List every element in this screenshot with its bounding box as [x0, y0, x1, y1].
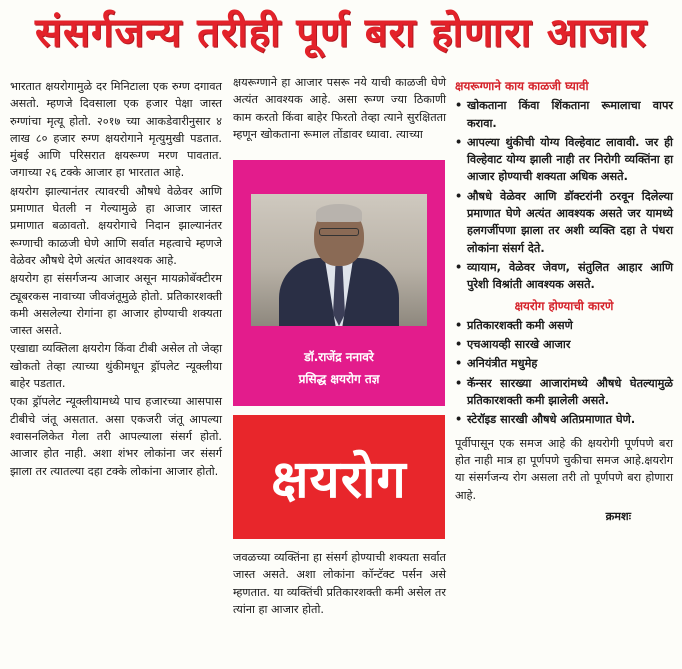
cause-item: • अनियंत्रीत मधुमेह	[455, 355, 673, 372]
left-paragraph-1: भारतात क्षयरोगामुळे दर मिनिटाला एक रुग्ण दगावत असतो. म्हणजे दिवसाला एक हजार पेक्षा जास्त रुग्णांचा मृत्यू होतो. २०१७ च्या आकडेवारीनुसार ४ लाख ८० हजार रुग्ण क्षयरोगाने मृत्युमुखी पडतात. मुंबई आणि परिसरात क्षयरूग्ण मरण पावतात. जगाच्या २६ टक्के आजार हा भारतात आहे.	[10, 80, 222, 180]
cause-item: • प्रतिकारशक्ती कमी असणे	[455, 317, 673, 334]
cause-item: • कॅन्सर सारख्या आजारांमध्ये औषधे घेतल्यामुळे प्रतिकारशक्ती कमी झालेली असते.	[455, 375, 673, 410]
middle-column-top	[233, 74, 446, 144]
cause-item: • एचआयव्ही सारखे आजार	[455, 336, 673, 353]
kshayrog-banner	[233, 415, 445, 539]
kshayrog-label: क्षयरोग	[271, 449, 407, 510]
left-paragraph-3: क्षयरोग हा संसर्गजन्य आजार असून मायक्रोबॅक्टीरम ट्यूबरकस नावाच्या जीवजंतूमुळे होतो. प्रतिकारशक्ती कमी असलेल्या रोगांना हा आजार होण्याची शक्यता जास्त असते.	[10, 272, 222, 338]
care-item: • व्यायाम, वेळेवर जेवण, संतुलित आहार आणि पुरेशी विश्रांती आवश्यक असते.	[455, 259, 673, 294]
care-heading: क्षयरूग्णाने काय काळजी घ्यावी	[455, 79, 589, 93]
continued-label: क्रमशः	[605, 509, 631, 523]
closing-paragraph: पूर्वीपासून एक समज आहे की क्षयरोगी पूर्णपणे बरा होत नाही मात्र हा पूर्णपणे चुकीचा समज आहे.क्षयरोग या संसर्गजन्य रोग असला तरी तो पूर्णपणे बरा होणारा आहे.	[455, 436, 673, 502]
headline: संसर्गजन्य तरीही पूर्ण बरा होणारा आजार	[34, 10, 648, 56]
doctor-photo	[251, 194, 427, 326]
cause-item: • स्टेरॉइड सारखी औषधे अतिप्रमाणात घेणे.	[455, 411, 673, 428]
left-paragraph-5: एका ड्रॉपलेट न्यूक्लीयामध्ये पाच हजारच्या आसपास टीबीचे जंतू असतात. असा एकजरी जंतू आपल्या श्वासनलिकेत गेला तरी आपल्याला संसर्ग होतो. आजार होत नाही. अशा शंभर लोकांना जर संसर्ग झाला तर त्यातल्या दहा टक्के लोकांना आजार होतो.	[10, 395, 222, 478]
left-paragraph-2: क्षयरोग झाल्यानंतर त्यावरची औषधे वेळेवर आणि प्रमाणात घेतली न गेल्यामुळे हा आजार जास्त प्रमाणात बळावतो. क्षयरोगाचे निदान झाल्यानंतर रूग्णाची काळजी घेणे आणि सर्वात महत्वाचे म्हणजे वेळेवर औषधे देणे अत्यंत आवश्यक आहे.	[10, 184, 222, 267]
doctor-photo-box	[233, 160, 445, 406]
causes-heading: क्षयरोग होण्याची कारणे	[514, 298, 614, 313]
middle-bottom-paragraph: जवळच्या व्यक्तिंना हा संसर्ग होण्याची शक्यता सर्वात जास्त असते. अशा लोकांना कॉन्टॅक्ट पर्सन असे म्हणतात. या व्यक्तिंची प्रतिकारशक्ती कमी असेल तर त्यांना हा आजार होतो.	[233, 551, 446, 616]
doctor-name: डॉ.राजेंद्र ननावरे	[304, 350, 374, 364]
middle-top-paragraph: क्षयरूग्णाने हा आजार पसरू नये याची काळजी घेणे अत्यंत आवश्यक आहे. असा रूग्ण ज्या ठिकाणी काम करतो किंवा बाहेर फिरतो तेव्हा त्याने सुरक्षितता म्हणून खोकताना रूमाल तोंडावर ध्यावा. त्याच्या	[233, 76, 446, 141]
middle-column-bottom	[233, 549, 446, 619]
care-item: • आपल्या थुंकीची योग्य विल्हेवाट लावावी. जर ही विल्हेवाट योग्य झाली नाही तर निरोगी व्यक्तिंना हा आजार होण्याची शक्यता अधिक असते.	[455, 134, 673, 186]
care-item: • औषधे वेळेवर आणि डॉक्टरांनी ठरवून दिलेल्या प्रमाणात घेणे अत्यंत आवश्यक असते जर यामध्ये हलगर्जीपणा झाला तर अशी व्यक्ति दहा ते पंधरा लोकांना संसर्ग देते.	[455, 188, 673, 257]
left-column	[10, 78, 222, 481]
doctor-role: प्रसिद्ध क्षयरोग तज्ञ	[298, 372, 380, 386]
care-list	[455, 97, 673, 293]
right-column	[455, 78, 673, 525]
causes-list	[455, 317, 673, 429]
left-paragraph-4: एखाद्या व्यक्तिला क्षयरोग किंवा टीबी असेल तो जेव्हा खोकतो तेव्हा त्याच्या थुंकीमधून ड्रॉपलेट न्यूक्लीया बाहेर पडतात.	[10, 342, 222, 391]
care-item: • खोकताना किंवा शिंकताना रूमालाचा वापर करावा.	[455, 97, 673, 132]
